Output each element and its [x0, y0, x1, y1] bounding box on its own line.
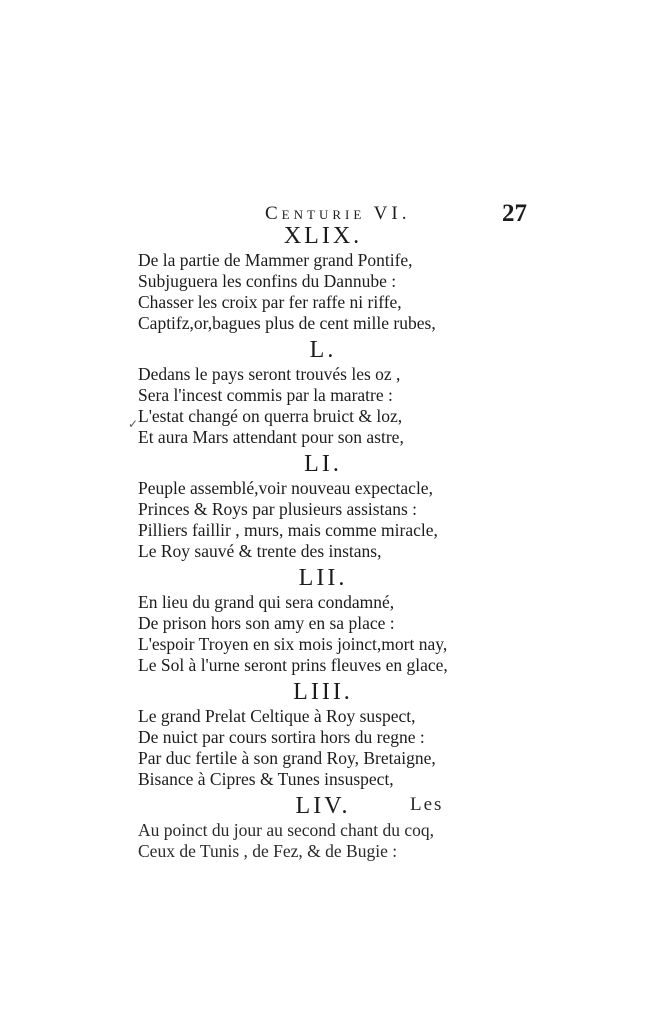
verse-line: Chasser les croix par fer raffe ni riffe,	[138, 292, 402, 312]
verse-line: En lieu du grand qui sera condamné,	[138, 592, 395, 612]
running-head: Centurie VI.	[265, 203, 411, 224]
quatrain-numeral: LI.	[304, 451, 342, 477]
verse-line: Le grand Prelat Celtique à Roy suspect,	[138, 706, 416, 726]
quatrain	[138, 706, 478, 790]
verse-line: Et aura Mars attendant pour son astre,	[138, 427, 404, 447]
text-block	[138, 220, 478, 862]
verse-line: Pilliers faillir , murs, mais comme miracle,	[138, 520, 438, 540]
quatrain	[138, 250, 478, 334]
verse-line: Sera l'incest commis par la maratre :	[138, 385, 393, 405]
page-number: 27	[502, 200, 527, 227]
verse-line: Peuple assemblé,voir nouveau expectacle,	[138, 478, 433, 498]
verse-line: L'espoir Troyen en six mois joinct,mort nay,	[138, 634, 448, 654]
verse-line: Le Roy sauvé & trente des instans,	[138, 541, 382, 561]
verse-line: Le Sol à l'urne seront prins fleuves en glace,	[138, 655, 448, 675]
verse-line: Par duc fertile à son grand Roy, Bretaigne,	[138, 748, 436, 768]
catchword: Les	[410, 794, 444, 815]
verse-line: Bisance à Cipres & Tunes insuspect,	[138, 769, 394, 789]
marginal-mark: ✓	[128, 417, 139, 431]
quatrain-numeral: L.	[309, 337, 337, 363]
verse-line: De nuict par cours sortira hors du regne :	[138, 727, 425, 747]
quatrain-numeral: XLIX.	[283, 223, 363, 249]
quatrain-numeral: LIII.	[293, 679, 353, 705]
verse-line: De la partie de Mammer grand Pontife,	[138, 250, 413, 270]
verse-line: Ceux de Tunis , de Fez, & de Bugie :	[138, 841, 398, 861]
quatrain-numeral: LII.	[298, 565, 348, 591]
quatrain	[138, 364, 478, 448]
verse-line: De prison hors son amy en sa place :	[138, 613, 395, 633]
verse-line: Au poinct du jour au second chant du coq,	[138, 820, 434, 840]
verse-line: Princes & Roys par plusieurs assistans :	[138, 499, 418, 519]
quatrain-numeral: LIV.	[295, 793, 351, 819]
verse-line: Subjuguera les confins du Dannube :	[138, 271, 397, 291]
verse-line: Dedans le pays seront trouvés les oz ,	[138, 364, 401, 384]
verse-line: Captifz,or,bagues plus de cent mille rubes,	[138, 313, 436, 333]
verse-line: L'estat changé on querra bruict & loz,	[138, 406, 403, 426]
quatrain	[138, 478, 478, 562]
quatrain	[138, 592, 478, 676]
quatrain	[138, 820, 478, 862]
